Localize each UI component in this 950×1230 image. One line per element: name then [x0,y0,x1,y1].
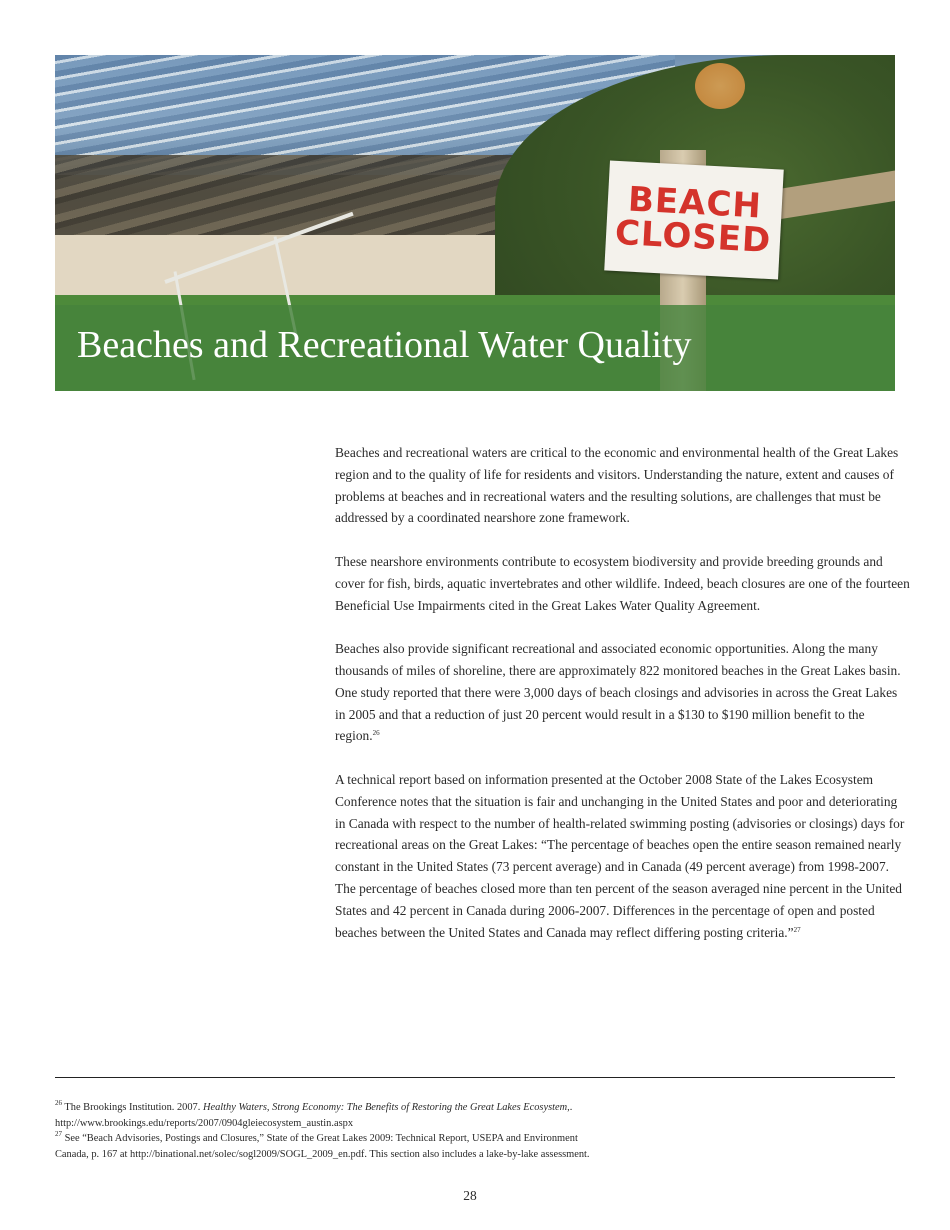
page-title: Beaches and Recreational Water Quality [77,324,692,366]
footnote-divider [55,1077,895,1078]
footnote-link[interactable]: . http://www.brookings.edu/reports/2007/0904gleiecosystem_austin.aspx [55,1102,573,1129]
footnote-number: 27 [55,1130,62,1138]
footnote-text: The Brookings Institution. 2007. [62,1102,203,1113]
sign-line: CLOSED [614,212,773,262]
footnotes [55,1100,595,1162]
paragraph: Beaches and recreational waters are critical to the economic and environmental health of the Great Lakes region and to the quality of life for residents and visitors. Understanding the nature, extent and causes of problems at beaches and in recreational waters and the resulting solutions, are challenges that must be addressed by a coordinated nearshore zone framework. [335,445,899,526]
footnote-title: Healthy Waters, Strong Economy: The Benefits of Restoring the Great Lakes Ecosystem, [202,1102,570,1113]
photo-lens-flare [695,63,745,109]
paragraph [335,769,910,943]
footnote-number: 26 [55,1099,62,1107]
body-text [335,442,910,965]
sign-line: BEACH [626,179,763,227]
paragraph [335,638,910,747]
footnote-26 [55,1100,595,1131]
paragraph: These nearshore environments contribute to ecosystem biodiversity and provide breeding grounds and cover for fish, birds, aquatic invertebrates and other wildlife. Indeed, beach closures are one of the fourteen Beneficial Use Impairments cited in the Great Lakes Water Quality Agreement. [335,553,910,613]
paragraph-text: Beaches also provide significant recreational and associated economic opportunities. Along the many thousands of miles of shoreline, there are approximately 822 monitored beaches in the Great Lakes basin. One study reported that there were 3,000 days of beach closings and advisories in across the Great Lakes in 2005 and that a reduction of just 20 percent would result in a $130 to $190 million benefit to the region. [335,641,901,744]
beach-closed-sign [604,161,784,280]
footnote-ref-26[interactable]: 26 [372,729,380,738]
header-photo [55,55,895,391]
footnote-ref-27[interactable]: 27 [793,925,801,934]
footnote-text: See “Beach Advisories, Postings and Closures,” State of the Great Lakes 2009: Technical Report, USEPA and Environment Canada, p. 167 at http://binational.net/solec/sogl2009/SOGL_2009_en.pdf. This section also includes a lake-by-lake assessment. [55,1133,590,1160]
paragraph-text: A technical report based on information presented at the October 2008 State of the Lakes Ecosystem Conference notes that the situation is fair and unchanging in the United States and poor and deteriorating in Canada with respect to the number of health-related swimming posting (advisories or closings) days for recreational areas on the Great Lakes: “The percentage of beaches open the entire season remained nearly constant in the United States (73 percent average) and in Canada (49 percent average) from 1998-2007. The percentage of beaches closed more than ten percent of the season averaged nine percent in the United States and 42 percent in Canada during 2006-2007. Differences in the percentage of open and posted beaches between the United States and Canada may reflect differing posting criteria.” [335,771,905,940]
footnote-27 [55,1131,595,1162]
page-number: 28 [463,1188,477,1203]
